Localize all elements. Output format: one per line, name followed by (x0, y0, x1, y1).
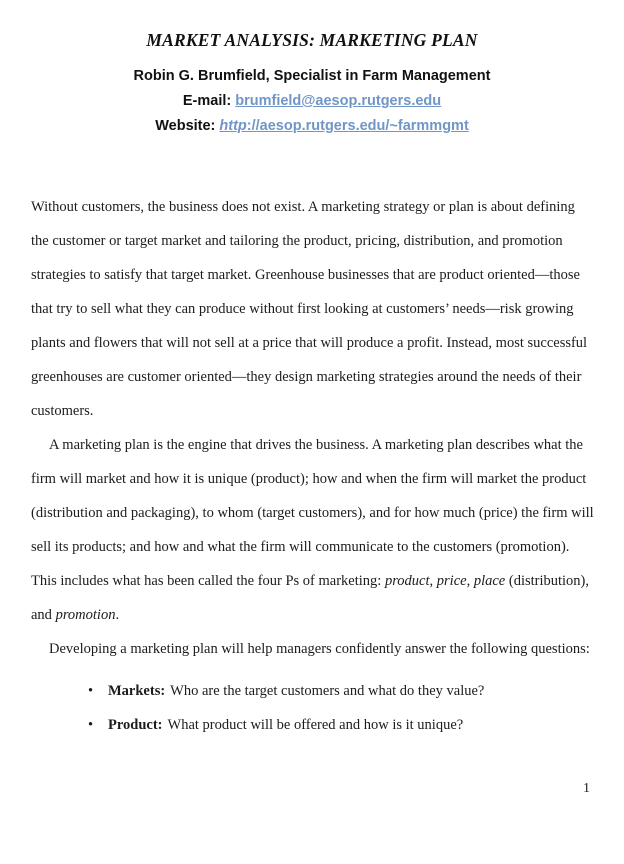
email-label: E-mail: (182, 93, 232, 109)
author-line: Robin G. Brumfield, Specialist in Farm Management (133, 68, 491, 84)
email-line (0, 89, 624, 114)
list-item (31, 708, 594, 742)
bullet-label: Markets: (108, 683, 166, 699)
website-line (0, 114, 624, 139)
bullet-list (31, 674, 594, 742)
list-item (31, 674, 594, 708)
bullet-icon: • (88, 717, 94, 733)
paragraph-questions-lead: Developing a marketing plan will help managers confidently answer the following questions: (49, 641, 590, 657)
paragraph-intro: Without customers, the business does not exist. A marketing strategy or plan is about defining the customer or target market and tailoring the product, pricing, distribution, and promotion strategies to satisfy that target market. Greenhouse businesses that are product oriented—those that try to sell what they can produce without first looking at customers’ needs—risk growing plants and flowers that will not sell at a price that will produce a profit. Instead, most successful greenhouses are customer oriented—they design marketing strategies around the needs of their customers. (31, 199, 588, 419)
page-number: 1 (583, 781, 590, 796)
website-link[interactable] (219, 118, 468, 134)
bullet-label: Product: (108, 717, 163, 733)
bullet-content (108, 708, 463, 742)
bullet-content (108, 674, 484, 708)
bullet-icon: • (88, 683, 94, 699)
website-link-protocol: http (219, 118, 247, 134)
website-link-path: ://aesop.rutgers.edu/~farmmgmt (246, 118, 469, 134)
email-link[interactable]: brumfield@aesop.rutgers.edu (235, 93, 442, 109)
paragraph-marketing-plan: A marketing plan is the engine that drives the business. A marketing plan describes what the firm will market and how it is unique (product); how and when the firm will market the product (distribution and packaging), to whom (target customers), and for how much (price) the firm will sell its products; and how and what the firm will communicate to the customers (promotion). This includes what has been called the four Ps of marketing: product, price, place (distribution), and promotion. (31, 437, 594, 623)
document-body (31, 190, 594, 742)
bullet-text: Who are the target customers and what do they value? (170, 683, 485, 699)
page-title: MARKET ANALYSIS: MARKETING PLAN (146, 30, 478, 50)
bullet-text: What product will be offered and how is it unique? (167, 717, 464, 733)
document-header (0, 0, 624, 139)
website-label: Website: (155, 118, 216, 134)
